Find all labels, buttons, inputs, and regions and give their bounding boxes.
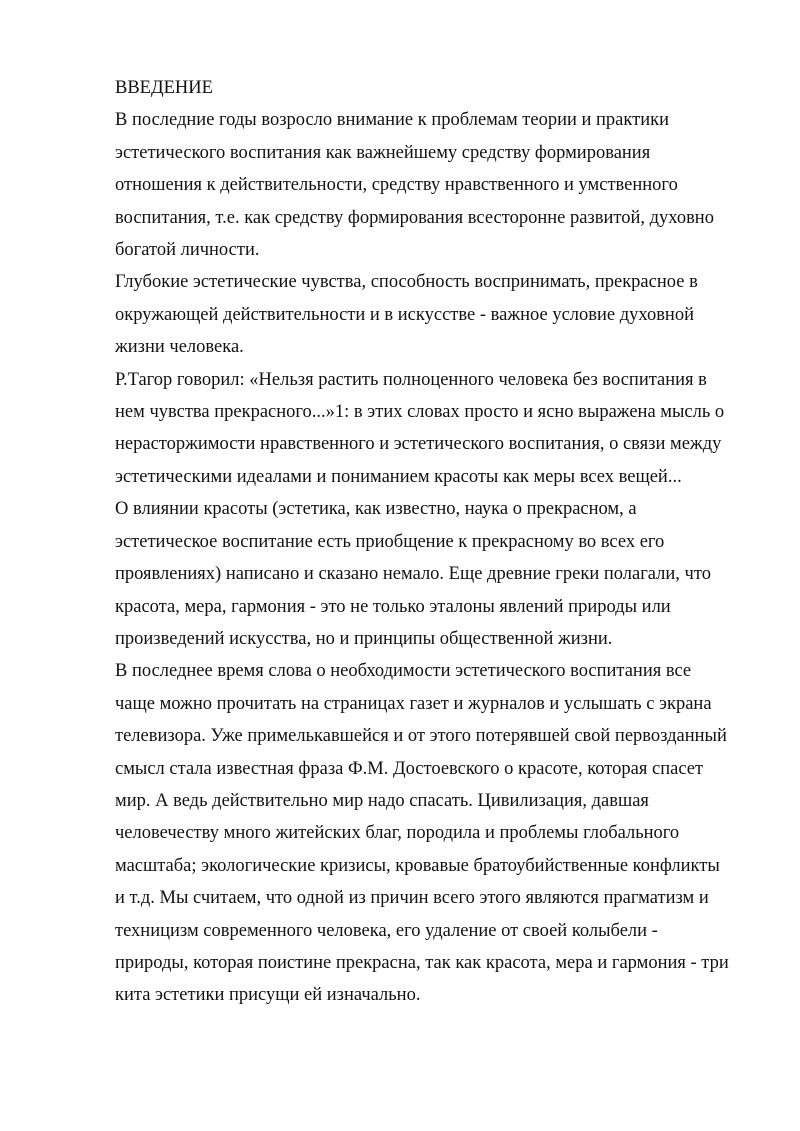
text-line: красота, мера, гармония - это не только эталоны явлений природы или	[115, 596, 671, 617]
document-body	[115, 104, 745, 1011]
text-line: В последнее время слова о необходимости эстетического воспитания все	[115, 661, 692, 682]
text-line: природы, которая поистине прекрасна, так как красота, мера и гармония - три	[115, 952, 729, 973]
document-title: ВВЕДЕНИЕ	[115, 78, 213, 98]
text-line: произведений искусства, но и принципы общественной жизни.	[115, 628, 613, 649]
text-line: жизни человека.	[115, 337, 244, 358]
text-line: Глубокие эстетические чувства, способность воспринимать, прекрасное в	[115, 272, 698, 293]
document-page	[115, 72, 745, 1012]
text-line: нем чувства прекрасного...»1: в этих словах просто и ясно выражена мысль о	[115, 402, 725, 423]
text-line: телевизора. Уже примелькавшейся и от этого потерявшей свой первозданный	[115, 726, 727, 747]
text-line: нерасторжимости нравственного и эстетического воспитания, о связи между	[115, 434, 722, 455]
text-line: окружающей действительности и в искусстве - важное условие духовной	[115, 304, 694, 325]
text-line: эстетическими идеалами и пониманием красоты как меры всех вещей...	[115, 466, 682, 487]
text-line: и т.д. Мы считаем, что одной из причин всего этого являются прагматизм и	[115, 888, 709, 909]
paragraph	[115, 655, 745, 1011]
paragraph	[115, 266, 745, 363]
paragraph	[115, 364, 745, 494]
text-line: О влиянии красоты (эстетика, как известно, наука о прекрасном, а	[115, 499, 637, 520]
text-line: человечеству много житейских благ, породила и проблемы глобального	[115, 823, 680, 844]
text-line: чаще можно прочитать на страницах газет и журналов и услышать с экрана	[115, 693, 712, 714]
text-line: отношения к действительности, средству нравственного и умственного	[115, 175, 678, 196]
text-line: мир. А ведь действительно мир надо спасать. Цивилизация, давшая	[115, 790, 649, 811]
text-line: проявлениях) написано и сказано немало. Еще древние греки полагали, что	[115, 564, 711, 585]
text-line: техницизм современного человека, его удаление от своей колыбели -	[115, 920, 658, 941]
text-line: Р.Тагор говорил: «Нельзя растить полноценного человека без воспитания в	[115, 369, 707, 390]
text-line: эстетическое воспитание есть приобщение к прекрасному во всех его	[115, 531, 665, 552]
text-line: В последние годы возросло внимание к проблемам теории и практики	[115, 110, 670, 131]
text-line: воспитания, т.е. как средству формирования всесторонне развитой, духовно	[115, 207, 714, 228]
text-line: масштаба; экологические кризисы, кровавые братоубийственные конфликты	[115, 855, 720, 876]
text-line: эстетического воспитания как важнейшему средству формирования	[115, 142, 651, 163]
paragraph	[115, 493, 745, 655]
text-line: богатой личности.	[115, 240, 260, 261]
text-line: кита эстетики присущи ей изначально.	[115, 985, 421, 1006]
text-line: смысл стала известная фраза Ф.М. Достоевского о красоте, которая спасет	[115, 758, 704, 779]
paragraph	[115, 104, 745, 266]
